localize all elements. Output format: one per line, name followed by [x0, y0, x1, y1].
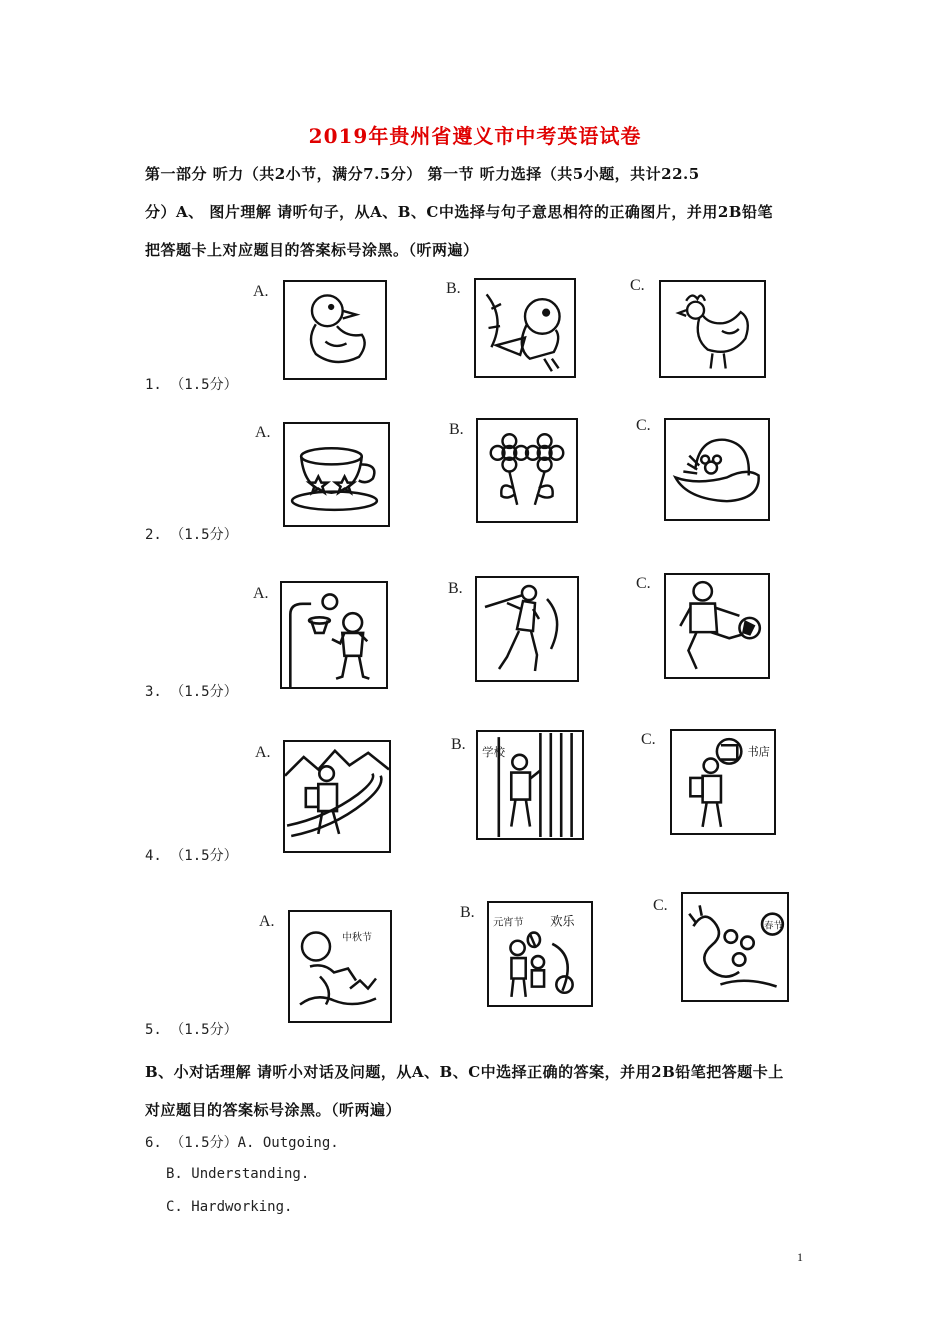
q4-number: 4. （1.5分） [145, 848, 238, 864]
duck-picture [283, 280, 387, 380]
q5-letter-c: C. [653, 897, 668, 914]
q4-letter-a: A. [255, 744, 271, 761]
q1-letter-b: B. [446, 280, 461, 297]
hiking-picture [283, 740, 391, 853]
cup-picture [283, 422, 390, 527]
q6-stem: 6. （1.5分）A. Outgoing. [145, 1135, 339, 1151]
section-b-line-2: 对应题目的答案标号涂黑。（听两遍） [145, 1101, 402, 1119]
mid-autumn-sign: 中秋节 [342, 932, 372, 944]
q2-letter-b: B. [449, 421, 464, 438]
bookstore-picture [670, 729, 776, 835]
q3-letter-a: A. [253, 585, 269, 602]
lantern-sign: 元宵节 [493, 917, 524, 929]
mid-autumn-picture [288, 910, 392, 1023]
bird-picture [474, 278, 576, 378]
lantern-festival-picture [487, 901, 593, 1007]
q4-letter-c: C. [641, 731, 656, 748]
page-title: 2019年贵州省遵义市中考英语试卷 [308, 124, 642, 148]
bookstore-sign: 书店 [747, 745, 770, 759]
q5-letter-b: B. [460, 904, 475, 921]
q6-option-b: B. Understanding. [166, 1166, 310, 1182]
q2-number: 2. （1.5分） [145, 527, 238, 543]
flowers-picture [476, 418, 578, 523]
q4-letter-b: B. [451, 736, 466, 753]
q1-number: 1. （1.5分） [145, 377, 238, 393]
q3-letter-c: C. [636, 575, 651, 592]
q2-letter-c: C. [636, 417, 651, 434]
section-b-line-1: B、小对话理解 请听小对话及问题，从A、B、C中选择正确的答案，并用2B铅笔把答题卡上 [145, 1063, 784, 1081]
q5-letter-a: A. [259, 913, 275, 930]
page-number: 1 [797, 1250, 803, 1264]
q1-letter-c: C. [630, 277, 645, 294]
basketball-picture [280, 581, 388, 689]
q3-letter-b: B. [448, 580, 463, 597]
q2-letter-a: A. [255, 424, 271, 441]
hen-picture [659, 280, 766, 378]
intro-line-1: 第一部分 听力（共2小节，满分7.5分） 第一节 听力选择（共5小题，共计22.5 [145, 165, 700, 183]
dragon-dance-picture [681, 892, 789, 1002]
q3-number: 3. （1.5分） [145, 684, 238, 700]
dragon-sign: 春节 [764, 920, 783, 932]
school-sign: 学校 [482, 744, 506, 759]
q6-option-c: C. Hardworking. [166, 1199, 293, 1215]
intro-line-3: 把答题卡上对应题目的答案标号涂黑。（听两遍） [145, 241, 479, 259]
intro-line-2: 分）A、 图片理解 请听句子，从A、B、C中选择与句子意思相符的正确图片，并用2B铅笔 [145, 203, 773, 221]
school-picture [476, 730, 584, 840]
hat-picture [664, 418, 770, 521]
soccer-picture [664, 573, 770, 679]
baseball-picture [475, 576, 579, 682]
q1-letter-a: A. [253, 283, 269, 300]
q5-number: 5. （1.5分） [145, 1022, 238, 1038]
lantern-deco-text: 欢乐 [550, 914, 575, 929]
